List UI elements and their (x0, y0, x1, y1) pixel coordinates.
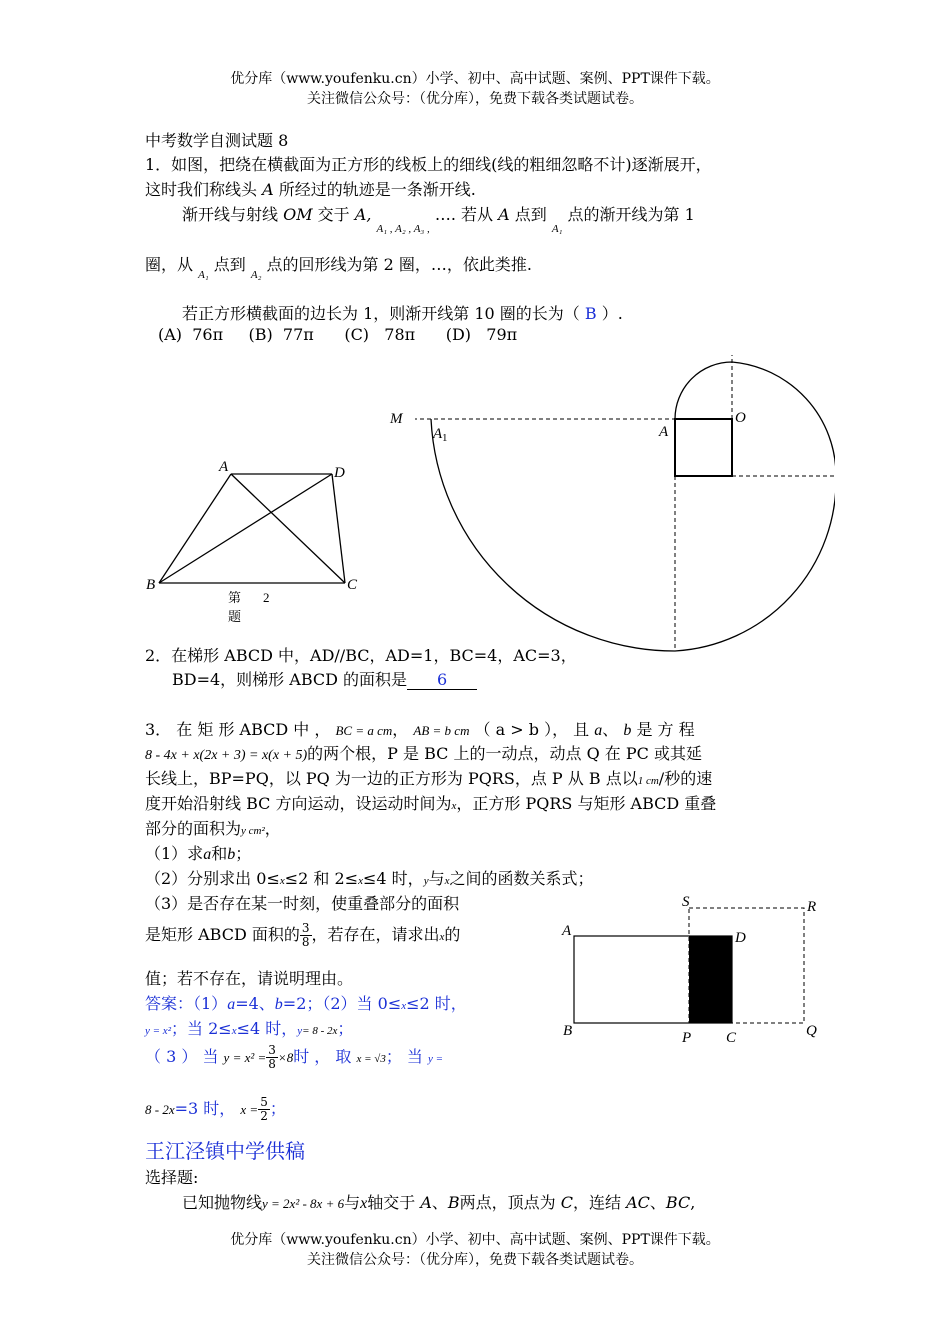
answer-line-4: 8 - 2x=3 时， x = $\frac{5}{2}$ ； (145, 1095, 286, 1123)
footer-line-1: 优分库（www.youfenku.cn）小学、初中、高中试题、案例、PPT课件下载。 (230, 1232, 720, 1248)
credit: 王江泾镇中学供稿 (145, 1139, 305, 1163)
q3-line-5: 部分的面积为y cm²， (145, 819, 281, 838)
footer-line-2: 关注微信公众号：（优分库），免费下载各类试题试卷。 (307, 1252, 643, 1268)
label-O: O (735, 410, 746, 426)
edge-AB (159, 474, 231, 583)
caption-3: 题 (228, 609, 242, 624)
q1-line-1: 1．如图，把绕在横截面为正方形的线板上的细线(线的粗细忽略不计)逐渐展开， (145, 155, 712, 174)
choice-label: 选择题: (145, 1168, 199, 1187)
square-cross-section (675, 419, 732, 476)
overlap-region (689, 936, 732, 1023)
q3-line-1: 3． 在 矩 形 ABCD 中 ， BC = a cm， AB = b cm （ a > b ）， 且 a、 b 是 方 程 (145, 720, 695, 739)
page-title: 中考数学自测试题 8 (145, 131, 289, 150)
q1-line-3: 渐开线与射线 OM 交于 A, $_{A_1 , A_2 , A_3 ,}$ …. 若从 A 点到 $_{A_1}$ 点的渐开线为第 1 (182, 205, 695, 235)
q2-answer: 6 (407, 670, 477, 690)
rectangle-figure (555, 890, 825, 1055)
diagonal-AC (231, 474, 345, 583)
label-M: M (390, 411, 403, 427)
equation: 8 - 4x + x(2x + 3) = x(x + 5) (145, 748, 308, 763)
q3-sub-3-line-1: （3）是否存在某一时刻，使重叠部分的面积 (145, 894, 460, 913)
q3-line-2: 8 - 4x + x(2x + 3) = x(x + 5)的两个根，P 是 BC 上的一动点，动点 Q 在 PC 或其延 (145, 744, 702, 763)
answer-line-1: 答案：（1）a=4、b=2；（2）当 0≤x≤2 时， (145, 994, 467, 1013)
edge-DC (332, 474, 345, 583)
caption-2: 2 (263, 590, 270, 605)
label-B: B (146, 577, 156, 593)
label-D: D (735, 930, 746, 946)
q3-sub-3-line-2: 是矩形 ABCD 面积的 $\frac{3}{8}$ ，若存在，请求出x的 (145, 921, 461, 949)
label-A1: A (433, 426, 443, 442)
label-Q: Q (806, 1023, 817, 1039)
q1-options: (A) 76π (B) 77π (C) 78π (D) 79π (158, 325, 518, 344)
q1-line-2: 这时我们称线头 A 所经过的轨迹是一条渐开线. (145, 180, 476, 199)
involute-figure (385, 350, 835, 660)
q3-line-4: 度开始沿射线 BC 方向运动，设运动时间为x，正方形 PQRS 与矩形 ABCD 重叠 (145, 794, 717, 813)
label-S: S (682, 894, 690, 910)
answer-line-2: y = x²；当 2≤x≤4 时，y= 8 - 2x； (145, 1019, 354, 1038)
label-R: R (807, 899, 817, 915)
label-C: C (347, 577, 358, 593)
label-D: D (334, 465, 345, 481)
trapezoid-figure (140, 455, 380, 630)
header-line-2: 关注微信公众号：（优分库），免费下载各类试题试卷。 (307, 91, 643, 107)
q1-line-4: 圈，从 $_{A_1}$ 点到 $_{A_2}$ 点的回形线为第 2 圈，…，依此类推. (145, 255, 532, 281)
answer-line-3: （ 3 ） 当 y = x² = $\frac{3}{8}$ ×8时 ， 取 x = √3； 当 y = (145, 1043, 444, 1071)
label-A: A (219, 459, 229, 475)
q1-line-5: 若正方形横截面的边长为 1，则渐开线第 10 圈的长为（ B ）. (182, 304, 623, 323)
involute-curve (431, 362, 835, 651)
caption-1: 第 (228, 590, 242, 605)
header-line-1: 优分库（www.youfenku.cn）小学、初中、高中试题、案例、PPT课件下载。 (230, 71, 720, 87)
label-P: P (682, 1030, 692, 1046)
choice-line: 已知抛物线y = 2x² - 8x + 6与x轴交于 A、B两点，顶点为 C，连结 AC、BC, (182, 1193, 696, 1212)
label-A1-sub: 1 (442, 432, 448, 444)
q3-sub-1: （1）求a和b； (145, 844, 252, 863)
label-B: B (563, 1023, 573, 1039)
label-A: A (562, 923, 572, 939)
q1-answer: B (584, 304, 597, 323)
q3-line-3: 长线上，BP=PQ，以 PQ 为一边的正方形为 PQRS，点 P 从 B 点以1 cm/秒的速 (145, 769, 713, 788)
q2-line-1: 2．在梯形 ABCD 中，AD//BC，AD=1，BC=4，AC=3， (145, 646, 577, 665)
label-C: C (726, 1030, 737, 1046)
q3-sub-2: （2）分别求出 0≤x≤2 和 2≤x≤4 时，y与x之间的函数关系式； (145, 869, 594, 888)
diagonal-BD (159, 474, 332, 583)
q2-line-2: BD=4，则梯形 ABCD 的面积是 6 (172, 667, 477, 690)
label-A: A (659, 424, 669, 440)
q3-sub-3-line-3: 值；若不存在，请说明理由。 (145, 969, 354, 988)
